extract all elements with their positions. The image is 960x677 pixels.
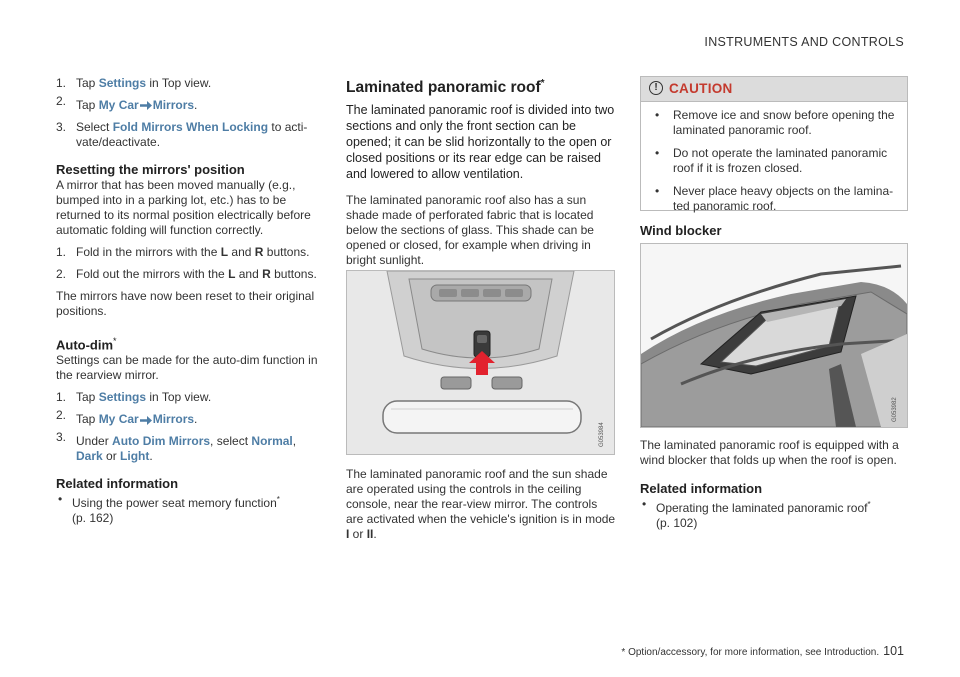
column-middle <box>346 76 616 268</box>
reset-steps <box>56 245 324 282</box>
footer-note: * Option/accessory, for more information, see Introduction. <box>621 647 880 658</box>
settings-link[interactable]: Settings <box>98 76 147 90</box>
mirrors-link[interactable]: Mirrors <box>152 412 195 427</box>
ceiling-console-illustration <box>347 271 614 454</box>
related-link-item[interactable]: • Using the power seat memory function* (p. 162) <box>58 492 280 526</box>
reset-body: A mirror that has been moved manually (e.g., bumped into in a parking lot, etc.) has to be returned to its normal position electrically before automatic folding will function correctly. <box>56 178 311 237</box>
step-item: 3. Select Fold Mirrors When Locking to acti-vate/deactivate. <box>56 120 308 149</box>
caution-item: • Do not operate the laminated panoramic roof if it is frozen closed. <box>655 146 888 175</box>
wind-blocker-heading: Wind blocker <box>640 223 722 238</box>
figure-id: G053984 <box>599 422 605 447</box>
option-normal[interactable]: Normal <box>251 434 293 449</box>
autodim-steps <box>56 390 324 464</box>
step-item: 1. Fold in the mirrors with the L and R buttons. <box>56 245 310 259</box>
roof-heading: Laminated panoramic roof* <box>346 78 545 97</box>
my-car-link[interactable]: My Car <box>98 412 139 427</box>
option-light[interactable]: Light <box>120 449 150 464</box>
option-dark[interactable]: Dark <box>76 449 103 464</box>
my-car-link[interactable]: My Car <box>98 98 139 112</box>
ceiling-console-figure <box>346 270 615 455</box>
page-footer <box>621 644 904 658</box>
figure-id: G053982 <box>892 397 898 422</box>
auto-dim-link[interactable]: Auto Dim Mirrors <box>112 434 211 449</box>
autodim-body: Settings can be made for the auto-dim function in the rearview mirror. <box>56 353 318 383</box>
wind-blocker-body: The laminated panoramic roof is equipped with a wind blocker that folds up when the roof is open. <box>640 438 899 467</box>
caution-header <box>641 77 907 102</box>
related-section <box>640 481 908 531</box>
caution-item: • Remove ice and snow before opening the laminated panoramic roof. <box>655 108 895 137</box>
roof-body: The laminated panoramic roof also has a sun shade made of perforated fabric that is located below the sections of glass. This shade can be opened or closed, for example when driving in bright sunlight. <box>346 193 594 268</box>
related-heading: Related information <box>640 481 763 496</box>
roof-lead: The laminated panoramic roof is divided into two sections and only the front section can be opened; it can be slid horizontally to the open or closed positions or its rear edge can be raised and lowered to allow ventilation. <box>346 103 615 182</box>
step-item: 3. Under Auto Dim Mirrors, select Normal, Dark or Light. <box>56 430 297 464</box>
step-item: 1. Tap Settings in Top view. <box>56 390 212 405</box>
warning-icon: ! <box>649 81 663 95</box>
step-item: 1. Tap Settings in Top view. <box>56 76 212 90</box>
arrow-right-icon <box>140 101 152 110</box>
step-item: 2. Tap My Car Mirrors. <box>56 94 198 112</box>
reset-result: The mirrors have now been reset to their original positions. <box>56 289 315 318</box>
caution-item: • Never place heavy objects on the lamina-ted panoramic roof. <box>655 184 894 213</box>
roof-caption: The laminated panoramic roof and the sun shade are operated using the controls in the ceiling console, near the rear-view mirror. The controls are activated when the vehicle's ignition is in mode I or II. <box>346 467 616 541</box>
wind-blocker-figure <box>640 243 908 428</box>
page-number: 101 <box>883 644 904 658</box>
section-title: INSTRUMENTS AND CONTROLS <box>704 35 904 49</box>
reset-heading: Resetting the mirrors' position <box>56 162 245 177</box>
related-link-item[interactable]: • Operating the laminated panoramic roof* (p. 102) <box>642 497 871 530</box>
car-roof-illustration <box>641 244 907 427</box>
step-item: 2. Tap My Car Mirrors. <box>56 408 198 427</box>
fold-mirrors-link[interactable]: Fold Mirrors When Locking <box>112 120 269 134</box>
caution-title: CAUTION <box>669 81 733 96</box>
related-heading: Related information <box>56 476 179 492</box>
caution-box <box>640 76 908 211</box>
settings-link[interactable]: Settings <box>98 390 147 405</box>
column-left <box>56 76 324 526</box>
autodim-heading: Auto-dim* <box>56 336 117 353</box>
arrow-right-icon <box>140 416 152 425</box>
mirror-fold-steps <box>56 76 324 150</box>
mirrors-link[interactable]: Mirrors <box>152 98 195 112</box>
step-item: 2. Fold out the mirrors with the L and R buttons. <box>56 267 317 281</box>
